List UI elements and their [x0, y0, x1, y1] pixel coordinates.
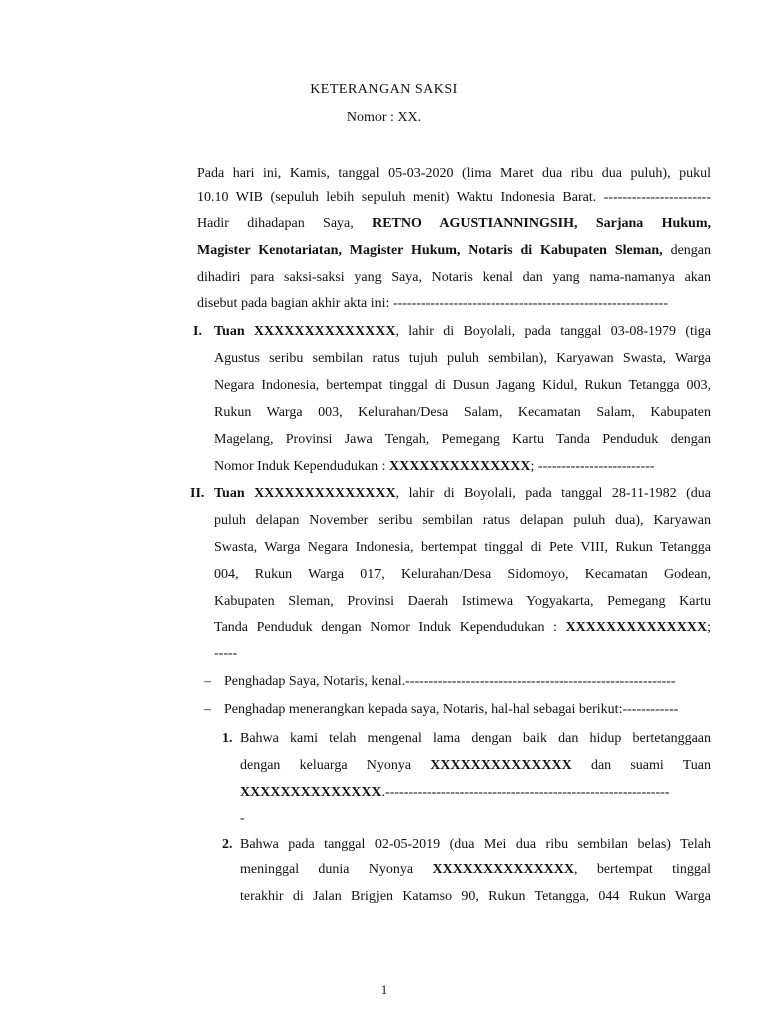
- item-2-line: terakhir di Jalan Brigjen Katamso 90, Rukun Tetangga, 044 Rukun Warga: [240, 889, 711, 904]
- page-number: 1: [380, 982, 388, 997]
- document-number: Nomor : XX.: [346, 110, 422, 125]
- witness-1-numeral: I.: [193, 324, 202, 339]
- item-1-line: dengan keluarga Nyonya XXXXXXXXXXXXXX dan suami Tuan: [240, 758, 711, 773]
- item-1-number: 1.: [222, 731, 233, 746]
- witness-1-line: Rukun Warga 003, Kelurahan/Desa Salam, Kecamatan Salam, Kabupaten: [214, 405, 711, 420]
- intro-line: Hadir dihadapan Saya, RETNO AGUSTIANNINGSIH, Sarjana Hukum,: [197, 216, 711, 231]
- item-1-line: XXXXXXXXXXXXXX.-------------------------------------------------------------: [240, 785, 670, 800]
- dash-bullet: –: [204, 702, 211, 717]
- witness-1-line: Tuan XXXXXXXXXXXXXX, lahir di Boyolali, pada tanggal 03-08-1979 (tiga: [214, 324, 711, 339]
- witness-1-line: Magelang, Provinsi Jawa Tengah, Pemegang Kartu Tanda Penduduk dengan: [214, 432, 711, 447]
- witness-2-line: Tuan XXXXXXXXXXXXXX, lahir di Boyolali, pada tanggal 28-11-1982 (dua: [214, 486, 711, 501]
- item-2-line: meninggal dunia Nyonya XXXXXXXXXXXXXX, bertempat tinggal: [240, 862, 711, 877]
- witness-1-line: Nomor Induk Kependudukan : XXXXXXXXXXXXXX; -------------------------: [214, 459, 655, 474]
- witness-1-line: Negara Indonesia, bertempat tinggal di Dusun Jagang Kidul, Rukun Tetangga 003,: [214, 378, 711, 393]
- witness-2-line: Kabupaten Sleman, Provinsi Daerah Istimewa Yogyakarta, Pemegang Kartu: [214, 594, 711, 609]
- witness-2-line: Tanda Penduduk dengan Nomor Induk Kependudukan : XXXXXXXXXXXXXX;: [214, 620, 711, 635]
- notary-titles: Magister Kenotariatan, Magister Hukum, Notaris di Kabupaten Sleman,: [197, 243, 663, 258]
- item-2-number: 2.: [222, 837, 233, 852]
- document-title: KETERANGAN SAKSI: [310, 82, 458, 97]
- intro-line: Magister Kenotariatan, Magister Hukum, Notaris di Kabupaten Sleman, dengan: [197, 243, 711, 258]
- intro-line: Pada hari ini, Kamis, tanggal 05-03-2020 (lima Maret dua ribu dua puluh), pukul: [197, 166, 711, 181]
- item-1-line: Bahwa kami telah mengenal lama dengan baik dan hidup bertetanggaan: [240, 731, 711, 746]
- bullet-item: Penghadap Saya, Notaris, kenal.----------------------------------------------------------: [224, 674, 676, 689]
- item-2-line: Bahwa pada tanggal 02-05-2019 (dua Mei dua ribu sembilan belas) Telah: [240, 837, 711, 852]
- witness-2-line: Swasta, Warga Negara Indonesia, bertempat tinggal di Pete VIII, Rukun Tetangga: [214, 540, 711, 555]
- notary-name: RETNO AGUSTIANNINGSIH, Sarjana Hukum,: [372, 216, 711, 231]
- intro-line: disebut pada bagian akhir akta ini: -----------------------------------------------------------: [197, 296, 669, 311]
- bullet-item: Penghadap menerangkan kepada saya, Notaris, hal-hal sebagai berikut:------------: [224, 702, 679, 717]
- witness-1-line: Agustus seribu sembilan ratus tujuh puluh sembilan), Karyawan Swasta, Warga: [214, 351, 711, 366]
- witness-2-line: 004, Rukun Warga 017, Kelurahan/Desa Sidomoyo, Kecamatan Godean,: [214, 567, 711, 582]
- dash-bullet: –: [204, 674, 211, 689]
- intro-line: dihadiri para saksi-saksi yang Saya, Notaris kenal dan yang nama-namanya akan: [197, 270, 711, 285]
- item-1-line: -: [240, 811, 245, 826]
- witness-2-numeral: II.: [190, 486, 205, 501]
- witness-2-line: -----: [214, 646, 238, 661]
- intro-line: 10.10 WIB (sepuluh lebih sepuluh menit) Waktu Indonesia Barat. -----------------------: [197, 190, 711, 205]
- witness-2-line: puluh delapan November seribu sembilan ratus delapan puluh dua), Karyawan: [214, 513, 711, 528]
